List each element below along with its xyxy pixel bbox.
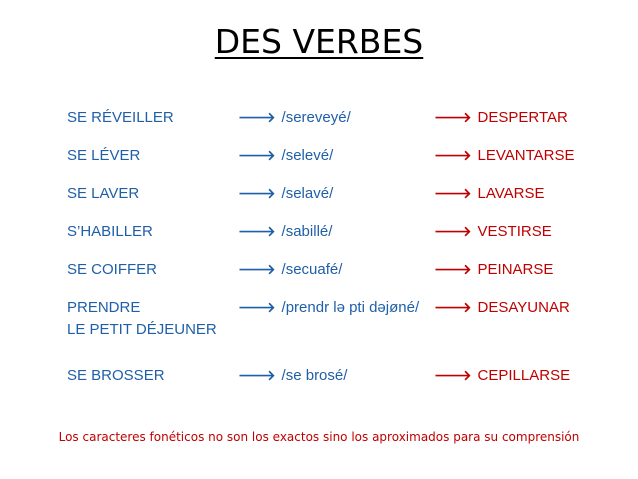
page-title: DES VERBES bbox=[214, 22, 424, 61]
verb-row bbox=[0, 144, 638, 168]
verb-phonetic: /secuafé/ bbox=[281, 261, 343, 278]
translation-cell bbox=[434, 182, 545, 206]
phonetic-cell bbox=[238, 106, 351, 130]
verb-french: SE LAVER bbox=[67, 185, 140, 202]
verb-french: SE RÉVEILLER bbox=[67, 109, 174, 126]
verb-translation: DESAYUNAR bbox=[477, 299, 570, 316]
verb-row bbox=[0, 106, 638, 130]
verb-row bbox=[0, 296, 638, 320]
translation-cell bbox=[434, 106, 568, 130]
verb-french: PRENDRE bbox=[67, 299, 141, 316]
verb-row bbox=[0, 182, 638, 206]
translation-cell bbox=[434, 220, 552, 244]
right-arrow-icon: 🡒 bbox=[238, 224, 276, 240]
verb-french-continued: LE PETIT DÉJEUNER bbox=[67, 321, 217, 338]
right-arrow-icon: 🡒 bbox=[238, 262, 276, 278]
phonetic-cell bbox=[238, 144, 333, 168]
right-arrow-icon: 🡒 bbox=[238, 148, 276, 164]
right-arrow-icon: 🡒 bbox=[434, 300, 472, 316]
right-arrow-icon: 🡒 bbox=[238, 368, 276, 384]
verb-translation: LAVARSE bbox=[477, 185, 545, 202]
right-arrow-icon: 🡒 bbox=[434, 368, 472, 384]
footnote: Los caracteres fonéticos no son los exactos sino los aproximados para su comprensión bbox=[58, 430, 580, 444]
right-arrow-icon: 🡒 bbox=[434, 224, 472, 240]
verb-french: S’HABILLER bbox=[67, 223, 153, 240]
right-arrow-icon: 🡒 bbox=[238, 186, 276, 202]
verb-translation: DESPERTAR bbox=[477, 109, 568, 126]
phonetic-cell bbox=[238, 258, 342, 282]
phonetic-cell bbox=[238, 220, 332, 244]
verb-phonetic: /prendr lə pti dəjøné/ bbox=[281, 299, 420, 316]
translation-cell bbox=[434, 144, 575, 168]
phonetic-cell bbox=[238, 364, 347, 388]
phonetic-cell bbox=[238, 296, 419, 320]
phonetic-cell bbox=[238, 182, 333, 206]
verb-french: SE COIFFER bbox=[67, 261, 158, 278]
verb-translation: LEVANTARSE bbox=[477, 147, 575, 164]
verb-french: SE LÉVER bbox=[67, 147, 141, 164]
right-arrow-icon: 🡒 bbox=[238, 300, 276, 316]
verb-row bbox=[0, 364, 638, 388]
verb-row bbox=[0, 220, 638, 244]
translation-cell bbox=[434, 364, 570, 388]
verb-phonetic: /sereveyé/ bbox=[281, 109, 351, 126]
right-arrow-icon: 🡒 bbox=[434, 186, 472, 202]
right-arrow-icon: 🡒 bbox=[434, 262, 472, 278]
right-arrow-icon: 🡒 bbox=[434, 148, 472, 164]
verb-translation: CEPILLARSE bbox=[477, 367, 571, 384]
verb-translation: VESTIRSE bbox=[477, 223, 552, 240]
translation-cell bbox=[434, 296, 570, 320]
verb-translation: PEINARSE bbox=[477, 261, 554, 278]
verb-phonetic: /selevé/ bbox=[281, 147, 334, 164]
verb-french: SE BROSSER bbox=[67, 367, 165, 384]
right-arrow-icon: 🡒 bbox=[434, 110, 472, 126]
translation-cell bbox=[434, 258, 553, 282]
verb-phonetic: /se brosé/ bbox=[281, 367, 348, 384]
right-arrow-icon: 🡒 bbox=[238, 110, 276, 126]
verb-phonetic: /sabillé/ bbox=[281, 223, 333, 240]
verb-phonetic: /selavé/ bbox=[281, 185, 334, 202]
verb-row bbox=[0, 258, 638, 282]
